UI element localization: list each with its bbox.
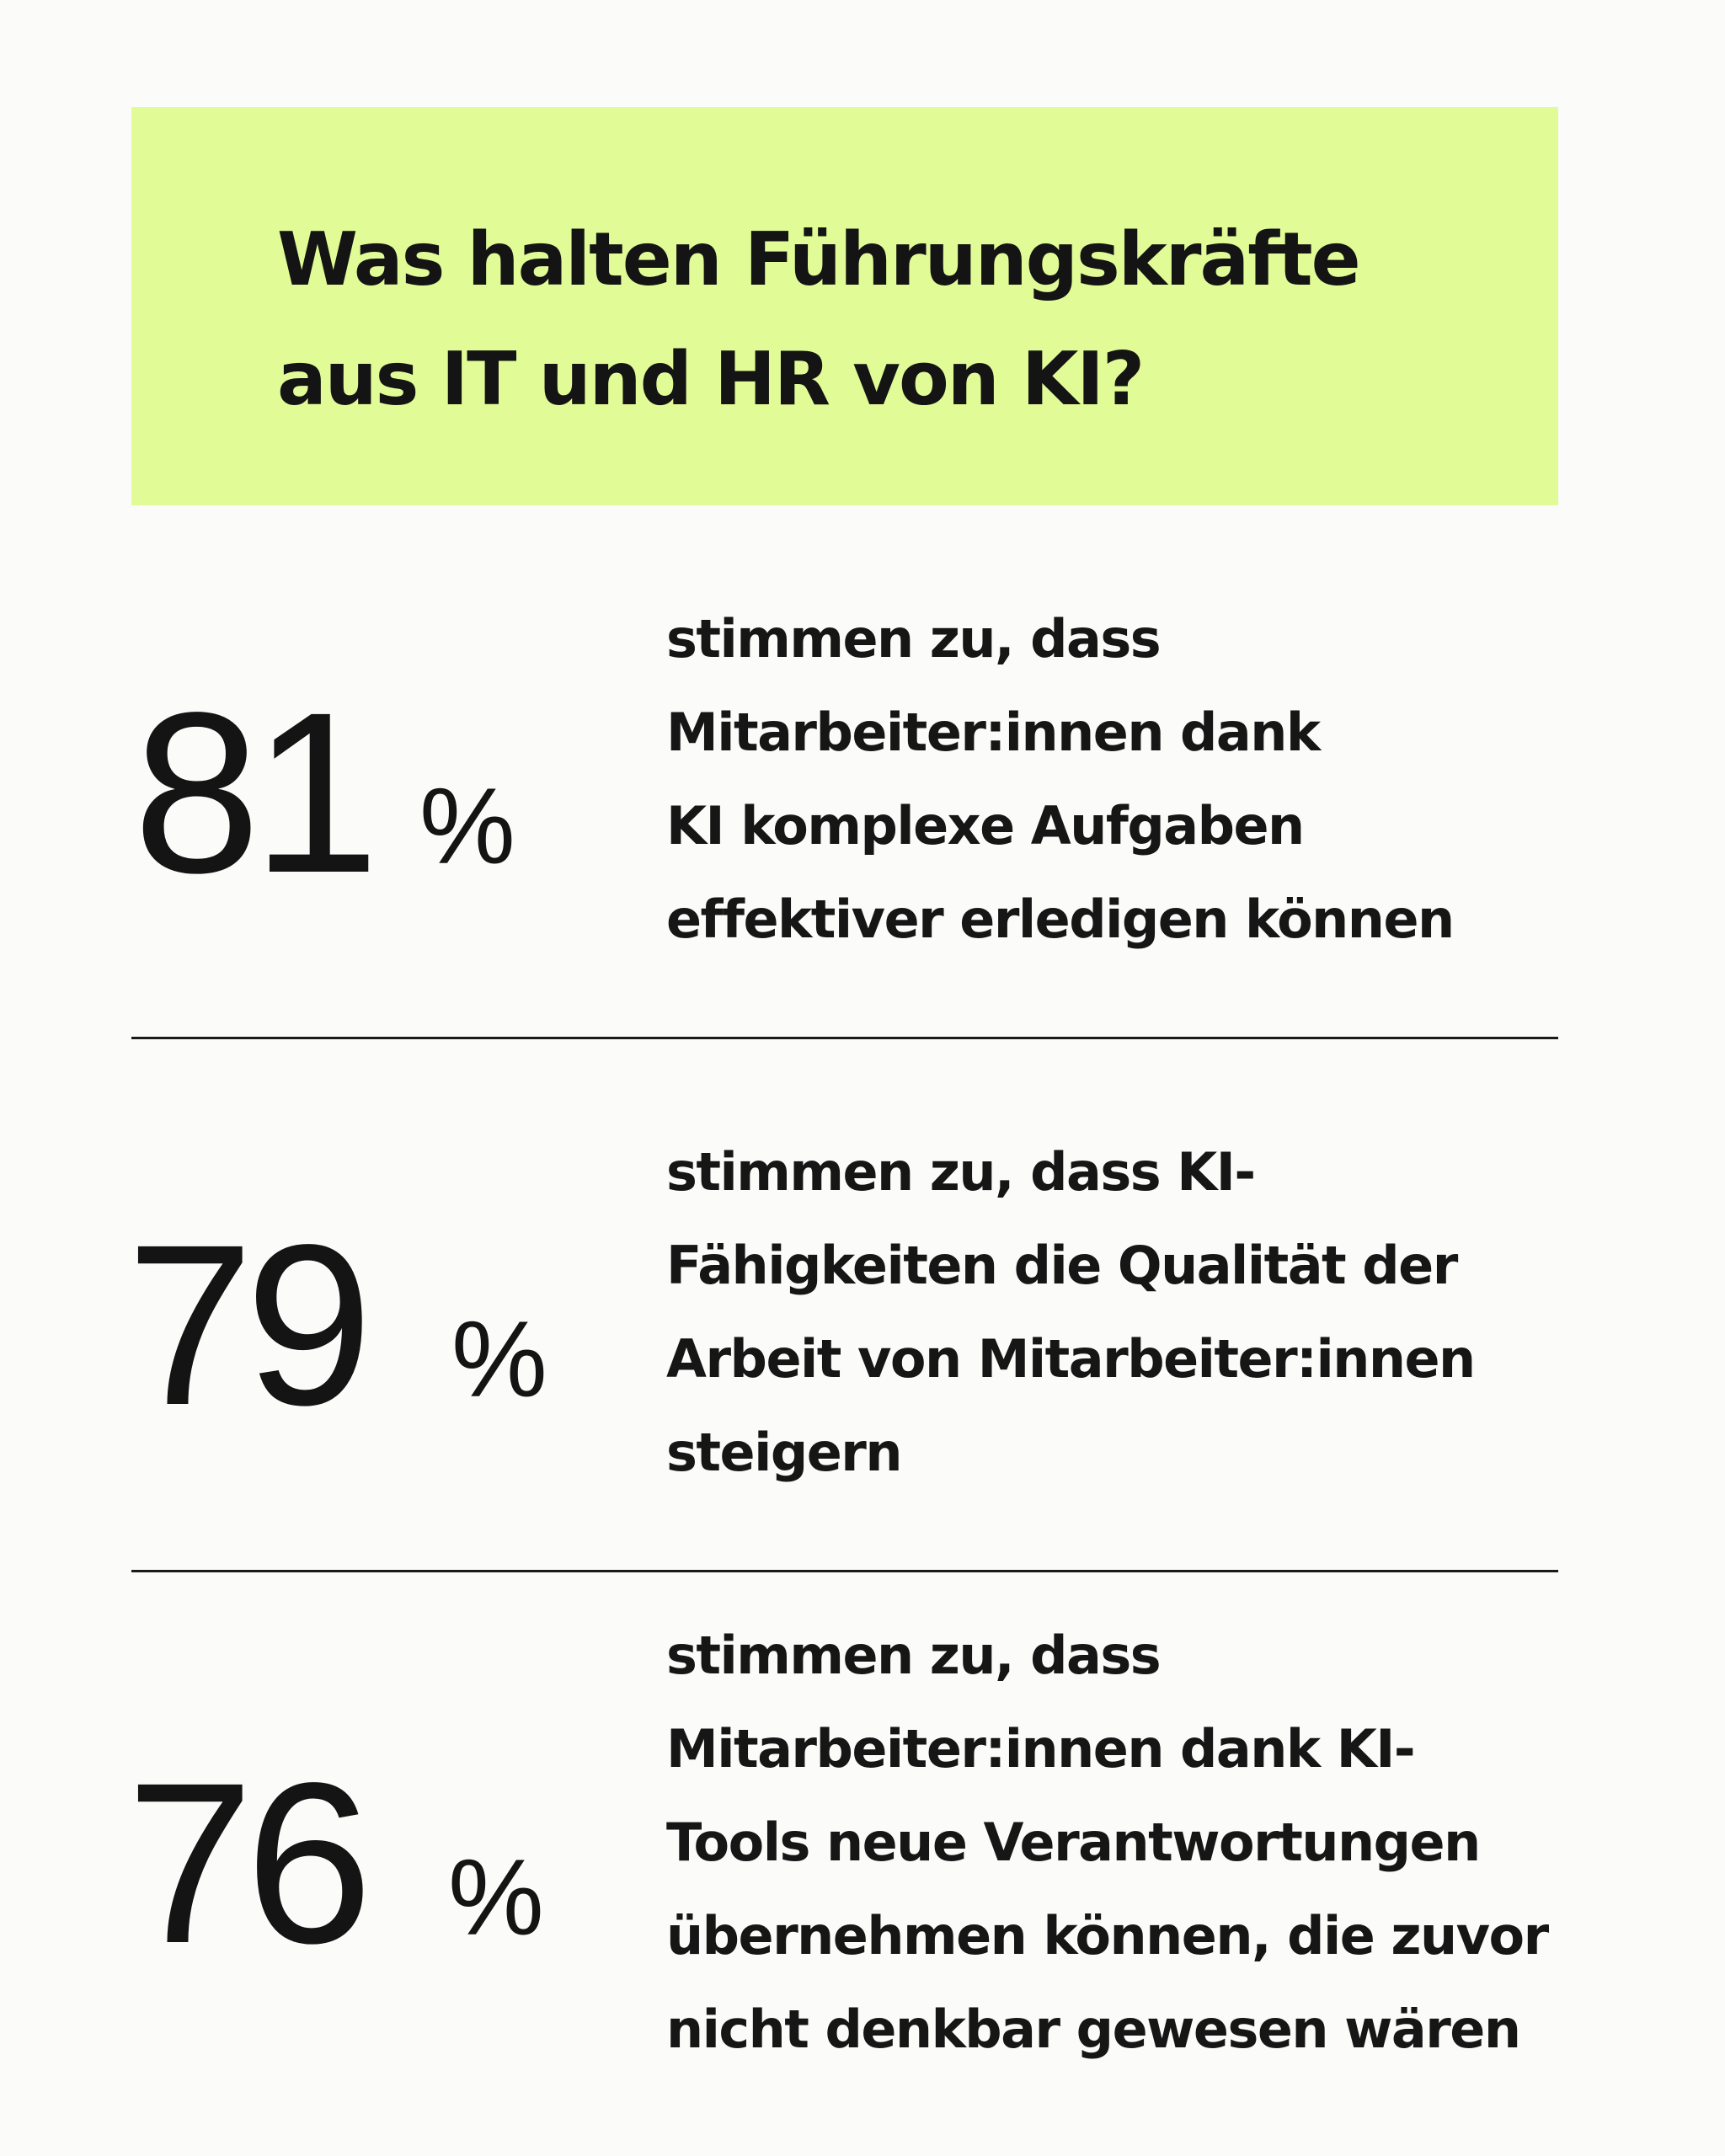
stat-description-line: Tools neue Verantwortungen xyxy=(666,1812,1480,1873)
stat-description xyxy=(666,1125,1475,1499)
stat-description-line: Mitarbeiter:innen dank KI- xyxy=(666,1718,1415,1780)
stat-description-line: nicht denkbar gewesen wären xyxy=(666,1999,1520,2060)
stat-description xyxy=(666,1609,1548,2076)
stat-description-line: Mitarbeiter:innen dank xyxy=(666,702,1320,763)
stat-description-line: Arbeit von Mitarbeiter:innen xyxy=(666,1328,1475,1390)
stat-percent-sign: % xyxy=(448,1838,544,1958)
stat-description-line: Fähigkeiten die Qualität der xyxy=(666,1235,1457,1296)
stat-description xyxy=(666,592,1454,966)
page-title xyxy=(277,200,1359,439)
stat-description-line: stimmen zu, dass KI- xyxy=(666,1141,1255,1203)
title-line: aus IT und HR von KI? xyxy=(277,336,1144,422)
stat-description-line: KI komplexe Aufgaben xyxy=(666,795,1304,857)
stat-percent-sign: % xyxy=(451,1299,547,1420)
header-banner xyxy=(131,107,1558,505)
stat-description-line: steigern xyxy=(666,1422,901,1483)
stat-value: 76 xyxy=(126,1735,365,1991)
section-divider xyxy=(131,1570,1558,1572)
title-line: Was halten Führungskräfte xyxy=(277,216,1359,302)
stat-description-line: effektiver erledigen können xyxy=(666,889,1454,950)
stat-value: 81 xyxy=(133,664,371,921)
stat-description-line: übernehmen können, die zuvor xyxy=(666,1905,1548,1967)
section-divider xyxy=(131,1037,1558,1039)
stat-description-line: stimmen zu, dass xyxy=(666,1625,1161,1686)
stat-percent-sign: % xyxy=(419,766,515,887)
stat-value: 79 xyxy=(126,1197,365,1453)
stat-description-line: stimmen zu, dass xyxy=(666,608,1161,670)
